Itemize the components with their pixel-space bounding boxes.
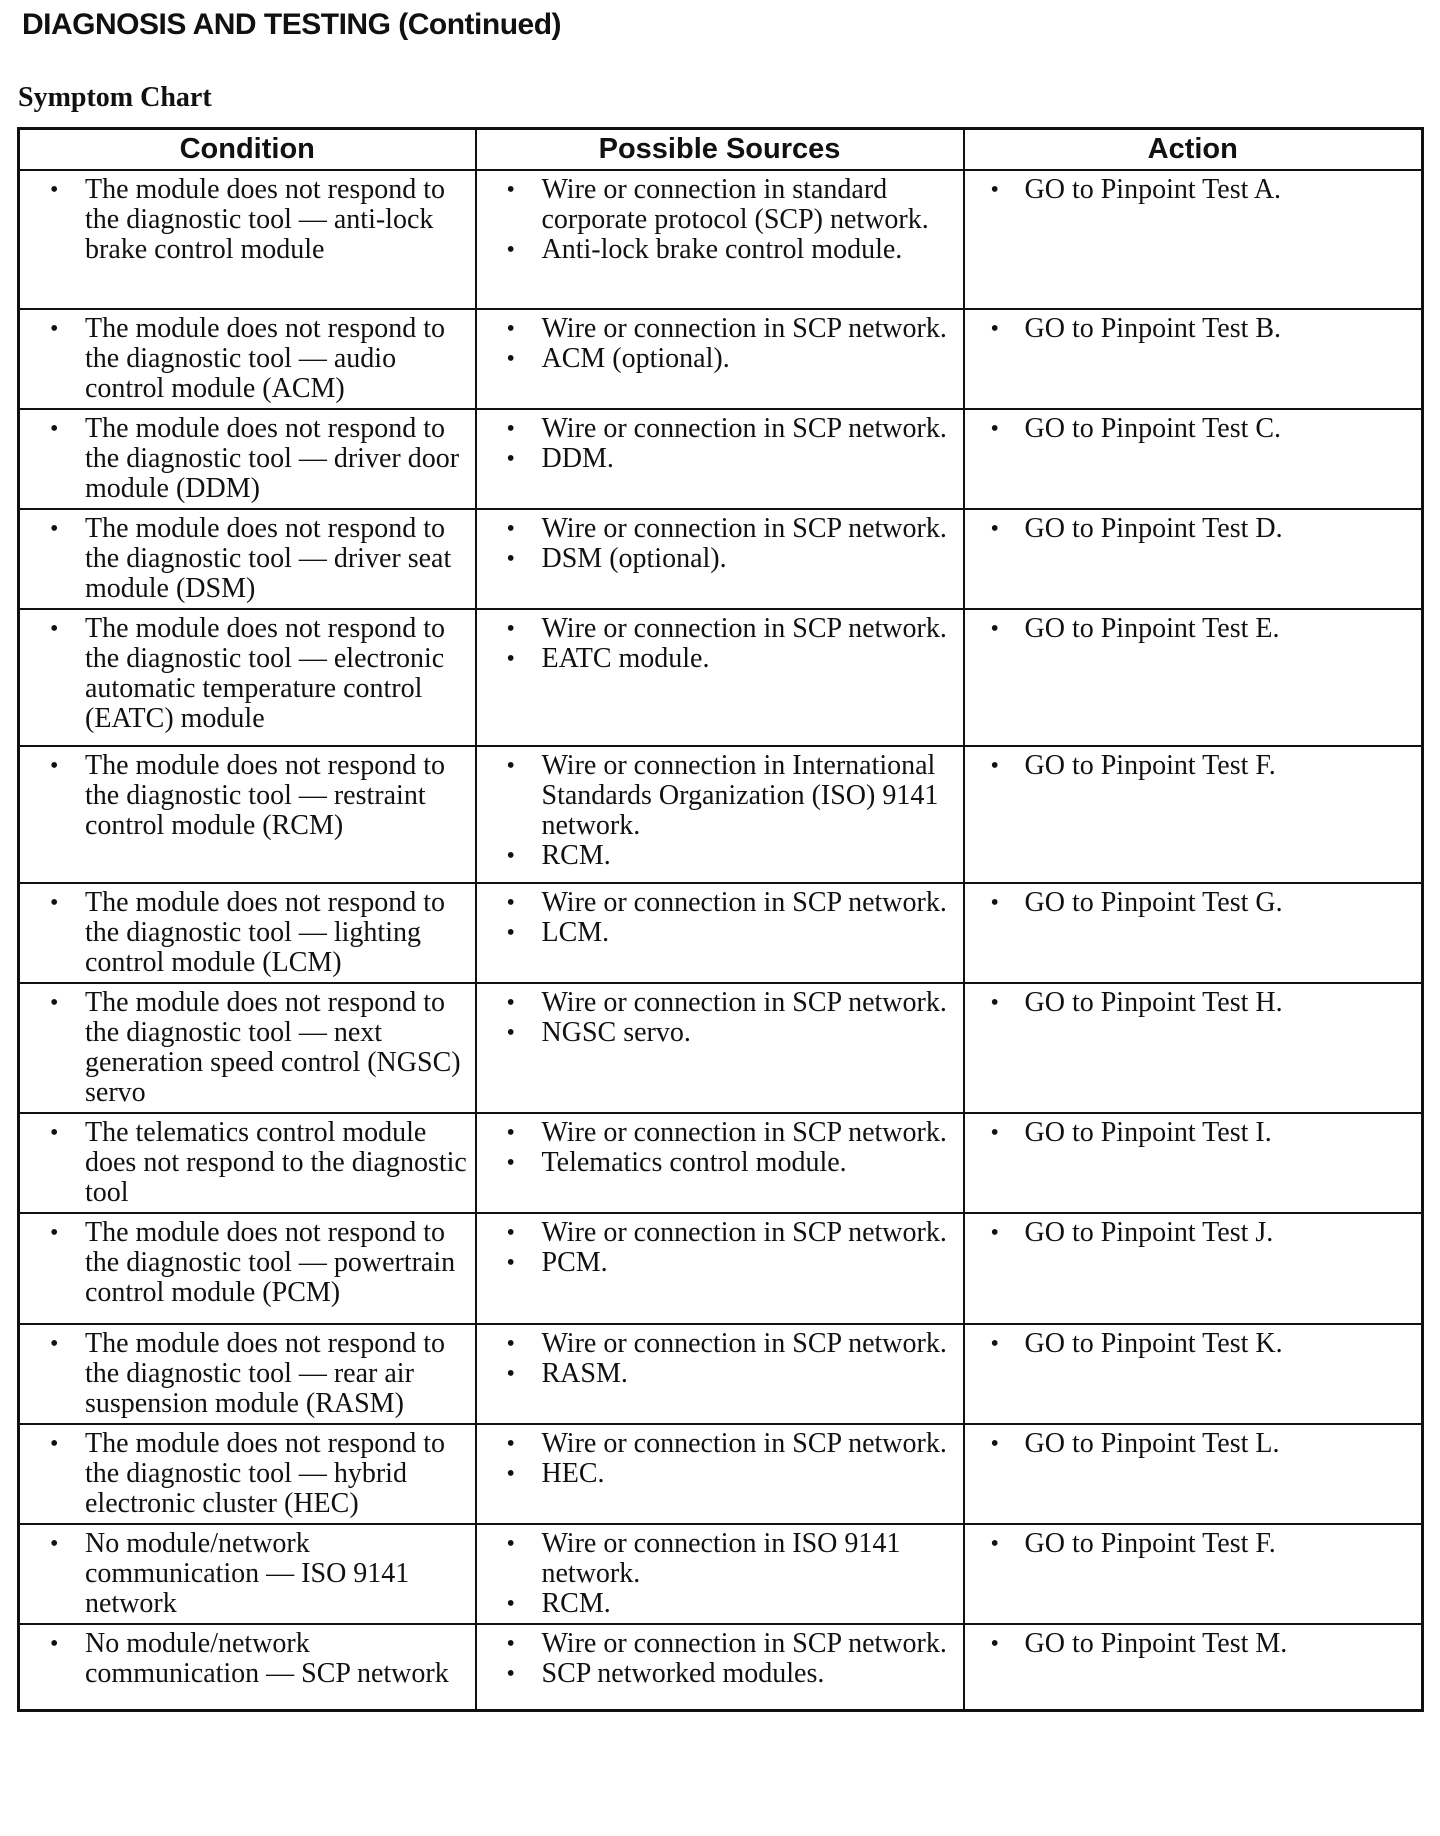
condition-item xyxy=(30,988,469,1108)
condition-text: The telematics control module does not respond to the diagnostic tool xyxy=(85,1117,467,1208)
condition-text: The module does not respond to the diagnostic tool — electronic automatic temperature control (EATC) module xyxy=(85,613,446,734)
condition-item xyxy=(30,888,469,978)
action-item xyxy=(975,1118,1416,1148)
source-item xyxy=(487,644,957,674)
source-text: RCM. xyxy=(541,1588,611,1619)
source-text: ACM (optional). xyxy=(541,343,730,374)
source-text: Wire or connection in SCP network. xyxy=(541,1428,947,1459)
bullet-icon: • xyxy=(506,753,515,779)
source-item xyxy=(487,614,957,644)
action-text: GO to Pinpoint Test F. xyxy=(1024,1528,1276,1559)
possible-sources-cell xyxy=(476,983,964,1113)
action-cell xyxy=(964,746,1423,883)
bullet-icon: • xyxy=(506,546,515,572)
table-row xyxy=(19,1213,1423,1324)
bullet-icon: • xyxy=(50,1431,59,1457)
source-text: Wire or connection in SCP network. xyxy=(541,613,947,644)
action-cell xyxy=(964,1113,1423,1213)
condition-text: The module does not respond to the diagnostic tool — driver door module (DDM) xyxy=(85,413,460,504)
action-item xyxy=(975,175,1416,205)
bullet-icon: • xyxy=(506,1220,515,1246)
bullet-icon: • xyxy=(990,316,999,342)
possible-sources-cell xyxy=(476,1213,964,1324)
bullet-icon: • xyxy=(50,1220,59,1246)
table-row xyxy=(19,1524,1423,1624)
possible-sources-cell xyxy=(476,883,964,983)
condition-cell xyxy=(19,1624,476,1710)
bullet-icon: • xyxy=(506,316,515,342)
action-cell xyxy=(964,609,1423,746)
bullet-icon: • xyxy=(50,516,59,542)
bullet-icon: • xyxy=(990,1431,999,1457)
bullet-icon: • xyxy=(506,177,515,203)
bullet-icon: • xyxy=(50,890,59,916)
action-item xyxy=(975,988,1416,1018)
chart-title: Symptom Chart xyxy=(18,82,212,113)
table-row xyxy=(19,309,1423,409)
source-item xyxy=(487,1359,957,1389)
source-item xyxy=(487,444,957,474)
action-item xyxy=(975,1529,1416,1559)
bullet-icon: • xyxy=(506,1150,515,1176)
source-text: EATC module. xyxy=(541,643,710,674)
source-item xyxy=(487,918,957,948)
action-item xyxy=(975,514,1416,544)
bullet-icon: • xyxy=(506,890,515,916)
action-cell xyxy=(964,1524,1423,1624)
action-item xyxy=(975,751,1416,781)
condition-item xyxy=(30,614,469,734)
bullet-icon: • xyxy=(50,1120,59,1146)
table-row xyxy=(19,983,1423,1113)
bullet-icon: • xyxy=(506,416,515,442)
action-cell xyxy=(964,170,1423,309)
source-text: Wire or connection in SCP network. xyxy=(541,887,947,918)
bullet-icon: • xyxy=(506,1661,515,1687)
bullet-icon: • xyxy=(50,416,59,442)
table-row xyxy=(19,409,1423,509)
source-text: Wire or connection in SCP network. xyxy=(541,1217,947,1248)
bullet-icon: • xyxy=(50,177,59,203)
condition-item xyxy=(30,1429,469,1519)
bullet-icon: • xyxy=(50,1531,59,1557)
action-text: GO to Pinpoint Test M. xyxy=(1024,1628,1288,1659)
source-text: DSM (optional). xyxy=(541,543,727,574)
action-cell xyxy=(964,509,1423,609)
table-row xyxy=(19,509,1423,609)
bullet-icon: • xyxy=(990,1220,999,1246)
condition-cell xyxy=(19,609,476,746)
table-body xyxy=(19,170,1423,1710)
action-item xyxy=(975,1429,1416,1459)
bullet-icon: • xyxy=(506,1461,515,1487)
bullet-icon: • xyxy=(506,1020,515,1046)
source-item xyxy=(487,1629,957,1659)
condition-text: The module does not respond to the diagnostic tool — next generation speed control (NGSC) servo xyxy=(85,987,461,1108)
action-item xyxy=(975,314,1416,344)
source-text: Wire or connection in SCP network. xyxy=(541,1117,947,1148)
condition-cell xyxy=(19,309,476,409)
condition-cell xyxy=(19,983,476,1113)
bullet-icon: • xyxy=(990,416,999,442)
source-item xyxy=(487,751,957,841)
source-text: Wire or connection in SCP network. xyxy=(541,513,947,544)
action-text: GO to Pinpoint Test B. xyxy=(1024,313,1282,344)
condition-text: The module does not respond to the diagnostic tool — restraint control module (RCM) xyxy=(85,750,446,841)
source-text: SCP networked modules. xyxy=(541,1658,825,1689)
action-cell xyxy=(964,983,1423,1113)
possible-sources-cell xyxy=(476,309,964,409)
bullet-icon: • xyxy=(506,646,515,672)
condition-cell xyxy=(19,746,476,883)
bullet-icon: • xyxy=(50,1331,59,1357)
table-row xyxy=(19,1113,1423,1213)
bullet-icon: • xyxy=(506,843,515,869)
action-item xyxy=(975,1629,1416,1659)
condition-item xyxy=(30,1218,469,1308)
source-text: LCM. xyxy=(541,917,610,948)
source-text: Wire or connection in SCP network. xyxy=(541,413,947,444)
condition-cell xyxy=(19,509,476,609)
condition-item xyxy=(30,1629,469,1689)
source-text: PCM. xyxy=(541,1247,608,1278)
source-item xyxy=(487,1429,957,1459)
action-cell xyxy=(964,1213,1423,1324)
table-row xyxy=(19,1424,1423,1524)
source-item xyxy=(487,344,957,374)
source-item xyxy=(487,988,957,1018)
bullet-icon: • xyxy=(990,1631,999,1657)
source-item xyxy=(487,1659,957,1689)
action-cell xyxy=(964,883,1423,983)
bullet-icon: • xyxy=(506,1431,515,1457)
table-row xyxy=(19,883,1423,983)
condition-text: No module/network communication — ISO 9141 network xyxy=(85,1528,410,1619)
possible-sources-cell xyxy=(476,509,964,609)
condition-cell xyxy=(19,1524,476,1624)
source-item xyxy=(487,1529,957,1589)
action-text: GO to Pinpoint Test C. xyxy=(1024,413,1282,444)
source-text: Wire or connection in ISO 9141 network. xyxy=(541,1528,901,1589)
action-item xyxy=(975,414,1416,444)
condition-text: The module does not respond to the diagnostic tool — audio control module (ACM) xyxy=(85,313,446,404)
bullet-icon: • xyxy=(506,920,515,946)
bullet-icon: • xyxy=(50,1631,59,1657)
condition-text: The module does not respond to the diagnostic tool — anti-lock brake control module xyxy=(85,174,446,265)
source-text: Wire or connection in SCP network. xyxy=(541,1628,947,1659)
possible-sources-cell xyxy=(476,1424,964,1524)
bullet-icon: • xyxy=(506,990,515,1016)
table-row xyxy=(19,1624,1423,1710)
bullet-icon: • xyxy=(990,1531,999,1557)
possible-sources-cell xyxy=(476,1324,964,1424)
bullet-icon: • xyxy=(506,1361,515,1387)
source-text: DDM. xyxy=(541,443,614,474)
condition-text: No module/network communication — SCP network xyxy=(85,1628,449,1689)
bullet-icon: • xyxy=(506,446,515,472)
condition-item xyxy=(30,1118,469,1208)
table-row xyxy=(19,609,1423,746)
possible-sources-cell xyxy=(476,170,964,309)
action-text: GO to Pinpoint Test L. xyxy=(1024,1428,1280,1459)
bullet-icon: • xyxy=(990,1331,999,1357)
source-text: HEC. xyxy=(541,1458,605,1489)
bullet-icon: • xyxy=(50,616,59,642)
source-item xyxy=(487,1218,957,1248)
action-text: GO to Pinpoint Test K. xyxy=(1024,1328,1283,1359)
bullet-icon: • xyxy=(506,1591,515,1617)
condition-cell xyxy=(19,1213,476,1324)
possible-sources-cell xyxy=(476,1113,964,1213)
bullet-icon: • xyxy=(506,616,515,642)
condition-cell xyxy=(19,409,476,509)
action-item xyxy=(975,614,1416,644)
condition-item xyxy=(30,175,469,265)
condition-item xyxy=(30,1329,469,1419)
column-header-action: Action xyxy=(964,129,1423,171)
source-text: Wire or connection in International Standards Organization (ISO) 9141 network. xyxy=(541,750,939,841)
bullet-icon: • xyxy=(506,1331,515,1357)
bullet-icon: • xyxy=(506,516,515,542)
source-item xyxy=(487,175,957,235)
source-text: RASM. xyxy=(541,1358,628,1389)
bullet-icon: • xyxy=(990,753,999,779)
condition-cell xyxy=(19,1113,476,1213)
source-item xyxy=(487,414,957,444)
source-text: Anti-lock brake control module. xyxy=(541,234,903,265)
action-cell xyxy=(964,409,1423,509)
bullet-icon: • xyxy=(990,177,999,203)
bullet-icon: • xyxy=(990,1120,999,1146)
table-row xyxy=(19,746,1423,883)
bullet-icon: • xyxy=(990,616,999,642)
possible-sources-cell xyxy=(476,1624,964,1710)
bullet-icon: • xyxy=(506,1120,515,1146)
source-item xyxy=(487,235,957,265)
action-text: GO to Pinpoint Test I. xyxy=(1024,1117,1272,1148)
action-text: GO to Pinpoint Test J. xyxy=(1024,1217,1274,1248)
possible-sources-cell xyxy=(476,609,964,746)
source-item xyxy=(487,1589,957,1619)
condition-item xyxy=(30,414,469,504)
source-text: RCM. xyxy=(541,840,611,871)
action-text: GO to Pinpoint Test E. xyxy=(1024,613,1280,644)
action-cell xyxy=(964,1424,1423,1524)
condition-text: The module does not respond to the diagnostic tool — hybrid electronic cluster (HEC) xyxy=(85,1428,446,1519)
action-cell xyxy=(964,1624,1423,1710)
action-text: GO to Pinpoint Test H. xyxy=(1024,987,1283,1018)
source-item xyxy=(487,888,957,918)
source-item xyxy=(487,1459,957,1489)
condition-text: The module does not respond to the diagnostic tool — rear air suspension module (RASM) xyxy=(85,1328,446,1419)
condition-item xyxy=(30,751,469,841)
bullet-icon: • xyxy=(50,990,59,1016)
source-item xyxy=(487,544,957,574)
possible-sources-cell xyxy=(476,746,964,883)
condition-cell xyxy=(19,883,476,983)
condition-item xyxy=(30,514,469,604)
condition-cell xyxy=(19,170,476,309)
source-text: Wire or connection in SCP network. xyxy=(541,313,947,344)
source-item xyxy=(487,841,957,871)
source-text: Wire or connection in SCP network. xyxy=(541,987,947,1018)
table-row xyxy=(19,1324,1423,1424)
bullet-icon: • xyxy=(990,516,999,542)
bullet-icon: • xyxy=(50,753,59,779)
bullet-icon: • xyxy=(506,1631,515,1657)
source-item xyxy=(487,1148,957,1178)
action-cell xyxy=(964,309,1423,409)
action-text: GO to Pinpoint Test F. xyxy=(1024,750,1276,781)
column-header-possible-sources: Possible Sources xyxy=(476,129,964,171)
source-item xyxy=(487,1329,957,1359)
action-text: GO to Pinpoint Test G. xyxy=(1024,887,1283,918)
source-text: Telematics control module. xyxy=(541,1147,847,1178)
source-item xyxy=(487,1018,957,1048)
column-header-condition: Condition xyxy=(19,129,476,171)
action-item xyxy=(975,888,1416,918)
source-text: Wire or connection in SCP network. xyxy=(541,1328,947,1359)
action-cell xyxy=(964,1324,1423,1424)
source-item xyxy=(487,314,957,344)
condition-text: The module does not respond to the diagnostic tool — powertrain control module (PCM) xyxy=(85,1217,456,1308)
source-item xyxy=(487,1118,957,1148)
action-text: GO to Pinpoint Test D. xyxy=(1024,513,1283,544)
condition-cell xyxy=(19,1324,476,1424)
symptom-chart-table xyxy=(17,127,1424,1712)
bullet-icon: • xyxy=(506,346,515,372)
condition-text: The module does not respond to the diagnostic tool — lighting control module (LCM) xyxy=(85,887,446,978)
possible-sources-cell xyxy=(476,1524,964,1624)
header-row xyxy=(19,129,1423,171)
bullet-icon: • xyxy=(990,890,999,916)
action-text: GO to Pinpoint Test A. xyxy=(1024,174,1282,205)
table-row xyxy=(19,170,1423,309)
condition-item xyxy=(30,314,469,404)
source-text: NGSC servo. xyxy=(541,1017,691,1048)
possible-sources-cell xyxy=(476,409,964,509)
source-item xyxy=(487,1248,957,1278)
bullet-icon: • xyxy=(506,1531,515,1557)
bullet-icon: • xyxy=(506,1250,515,1276)
bullet-icon: • xyxy=(50,316,59,342)
condition-text: The module does not respond to the diagnostic tool — driver seat module (DSM) xyxy=(85,513,452,604)
condition-item xyxy=(30,1529,469,1619)
page-header: DIAGNOSIS AND TESTING (Continued) xyxy=(22,8,562,41)
condition-cell xyxy=(19,1424,476,1524)
action-item xyxy=(975,1218,1416,1248)
source-item xyxy=(487,514,957,544)
bullet-icon: • xyxy=(506,237,515,263)
source-text: Wire or connection in standard corporate protocol (SCP) network. xyxy=(541,174,929,235)
action-item xyxy=(975,1329,1416,1359)
bullet-icon: • xyxy=(990,990,999,1016)
